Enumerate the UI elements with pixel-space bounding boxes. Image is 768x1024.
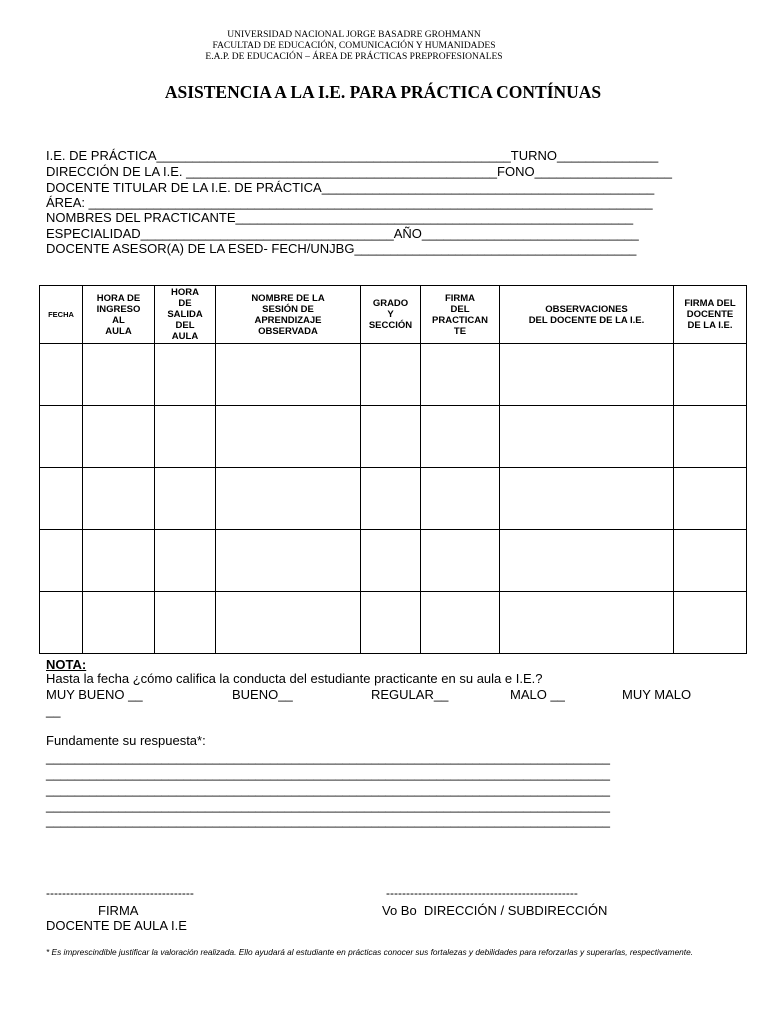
field-ie-practica[interactable]: I.E. DE PRÁCTICA_________________________________________________TURNO______________ [46, 148, 659, 163]
table-cell[interactable] [40, 344, 83, 406]
attendance-table [39, 285, 747, 654]
table-cell[interactable] [216, 592, 361, 654]
answer-line[interactable]: ______________________________________________________________________________ [46, 798, 610, 813]
table-cell[interactable] [361, 592, 421, 654]
table-cell[interactable] [83, 468, 155, 530]
footnote: * Es imprescindible justificar la valoración realizada. Ello ayudará al estudiante en prácticas conocer sus fortalezas y debilidades para reforzarlas y superarlas, respectivamente. [46, 947, 694, 957]
signature-label-firma: FIRMA [98, 903, 139, 918]
table-row [40, 468, 747, 530]
field-nombres-practicante[interactable]: NOMBRES DEL PRACTICANTE_______________________________________________________ [46, 210, 634, 225]
table-cell[interactable] [674, 468, 747, 530]
nota-question: Hasta la fecha ¿cómo califica la conducta del estudiante practicante en su aula e I.E.? [46, 671, 543, 686]
col-hora-salida: HORA DE SALIDA DEL AULA [155, 286, 216, 344]
table-cell[interactable] [40, 406, 83, 468]
table-cell[interactable] [500, 344, 674, 406]
table-cell[interactable] [674, 406, 747, 468]
table-cell[interactable] [500, 406, 674, 468]
table-cell[interactable] [216, 468, 361, 530]
table-cell[interactable] [421, 344, 500, 406]
option-bueno[interactable]: BUENO__ [232, 687, 293, 702]
table-cell[interactable] [674, 344, 747, 406]
table-cell[interactable] [40, 468, 83, 530]
table-cell[interactable] [83, 530, 155, 592]
col-hora-ingreso: HORA DE INGRESO AL AULA [83, 286, 155, 344]
field-area[interactable]: ÁREA: ______________________________________________________________________________ [46, 195, 653, 210]
table-cell[interactable] [155, 344, 216, 406]
table-cell[interactable] [421, 530, 500, 592]
table-cell[interactable] [216, 530, 361, 592]
university-name: UNIVERSIDAD NACIONAL JORGE BASADRE GROHMANN [227, 30, 481, 40]
table-cell[interactable] [500, 468, 674, 530]
table-cell[interactable] [500, 592, 674, 654]
option-malo[interactable]: MALO __ [510, 687, 565, 702]
table-cell[interactable] [40, 530, 83, 592]
table-cell[interactable] [155, 592, 216, 654]
col-observaciones: OBSERVACIONES DEL DOCENTE DE LA I.E. [500, 286, 674, 344]
table-cell[interactable] [83, 406, 155, 468]
option-regular[interactable]: REGULAR__ [371, 687, 449, 702]
school-name: E.A.P. DE EDUCACIÓN – ÁREA DE PRÁCTICAS PREPROFESIONALES [205, 52, 503, 62]
table-cell[interactable] [674, 530, 747, 592]
table-cell[interactable] [421, 468, 500, 530]
table-row [40, 530, 747, 592]
table-row [40, 406, 747, 468]
col-firma-practicante: FIRMA DEL PRACTICAN TE [421, 286, 500, 344]
option-muy-malo-blank[interactable]: __ [46, 703, 61, 718]
table-cell[interactable] [155, 406, 216, 468]
table-cell[interactable] [361, 406, 421, 468]
answer-line[interactable]: ______________________________________________________________________________ [46, 782, 610, 797]
table-cell[interactable] [361, 530, 421, 592]
signature-line-direccion[interactable]: ------------------------------------------------ [386, 886, 578, 900]
col-nombre-sesion: NOMBRE DE LA SESIÓN DE APRENDIZAJE OBSERVADA [216, 286, 361, 344]
table-cell[interactable] [421, 406, 500, 468]
col-grado-seccion: GRADO Y SECCIÓN [361, 286, 421, 344]
table-cell[interactable] [83, 592, 155, 654]
field-docente-asesor[interactable]: DOCENTE ASESOR(A) DE LA ESED- FECH/UNJBG_______________________________________ [46, 241, 637, 256]
col-firma-docente: FIRMA DEL DOCENTE DE LA I.E. [674, 286, 747, 344]
nota-label: NOTA: [46, 657, 87, 672]
field-direccion[interactable]: DIRECCIÓN DE LA I.E. ___________________________________________FONO___________________ [46, 164, 672, 179]
table-cell[interactable] [500, 530, 674, 592]
field-especialidad[interactable]: ESPECIALIDAD___________________________________AÑO______________________________ [46, 226, 639, 241]
table-cell[interactable] [155, 468, 216, 530]
col-fecha: FECHA [40, 286, 83, 344]
table-row [40, 592, 747, 654]
fundamente-label: Fundamente su respuesta*: [46, 733, 206, 748]
signature-label-direccion: Vo Bo DIRECCIÓN / SUBDIRECCIÓN [382, 903, 608, 918]
option-muy-malo[interactable]: MUY MALO [622, 687, 692, 702]
answer-line[interactable]: ______________________________________________________________________________ [46, 750, 610, 765]
table-cell[interactable] [83, 344, 155, 406]
table-cell[interactable] [40, 592, 83, 654]
table-cell[interactable] [674, 592, 747, 654]
table-header-row [40, 286, 747, 344]
answer-line[interactable]: ______________________________________________________________________________ [46, 813, 610, 828]
faculty-name: FACULTAD DE EDUCACIÓN, COMUNICACIÓN Y HUMANIDADES [212, 41, 496, 51]
field-docente-titular[interactable]: DOCENTE TITULAR DE LA I.E. DE PRÁCTICA______________________________________________ [46, 180, 655, 195]
table-cell[interactable] [361, 344, 421, 406]
signature-line-docente[interactable]: ------------------------------------- [46, 886, 194, 900]
document-title: ASISTENCIA A LA I.E. PARA PRÁCTICA CONTÍNUAS [164, 82, 602, 102]
answer-line[interactable]: ______________________________________________________________________________ [46, 766, 610, 781]
table-cell[interactable] [421, 592, 500, 654]
table-cell[interactable] [216, 406, 361, 468]
option-muy-bueno[interactable]: MUY BUENO __ [46, 687, 143, 702]
table-cell[interactable] [361, 468, 421, 530]
table-row [40, 344, 747, 406]
table-cell[interactable] [155, 530, 216, 592]
table-cell[interactable] [216, 344, 361, 406]
signature-label-docente: DOCENTE DE AULA I.E [46, 918, 187, 933]
